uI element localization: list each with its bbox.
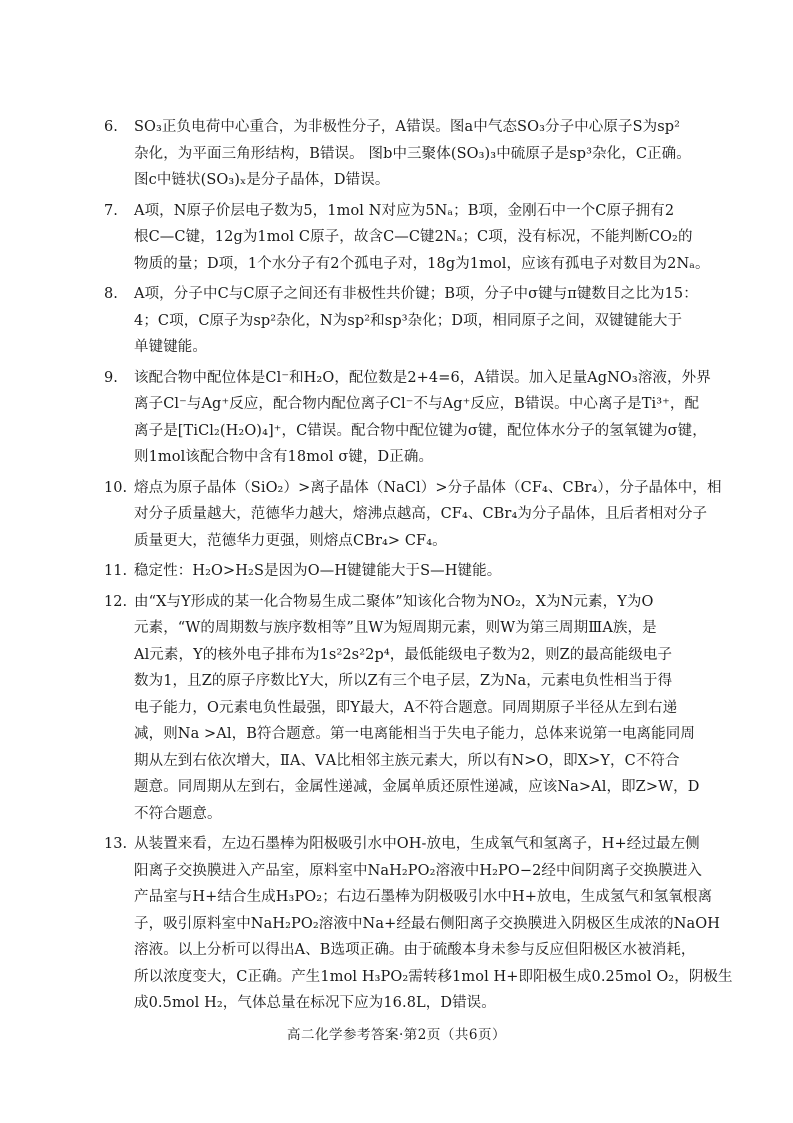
answer-line: 根C—C键，12g为1mol C原子，故含C—C键2Nₐ；C项，没有标况，不能判断CO₂的 [134, 229, 693, 245]
answer-number: 10. [104, 479, 128, 496]
answer-line: 阳离子交换膜进入产品室，原料室中NaH₂PO₂溶液中H₂PO−2经中间阴离子交换膜进入 [134, 862, 703, 879]
answer-line: 离子Cl⁻与Ag⁺反应，配合物内配位离子Cl⁻不与Ag⁺反应，B错误。中心离子是Ti³⁺，配 [134, 396, 700, 412]
answer-line: Al元素，Y的核外电子排布为1s²2s²2p⁴，最低能级电子数为2，则Z的最高能级电子 [134, 646, 673, 663]
answer-line: 质量更大，范德华力更强，则熔点CBr₄> CF₄。 [134, 532, 447, 549]
answer-number: 9. [104, 369, 118, 386]
answer-number: 7. [104, 202, 118, 219]
answer-line: 所以浓度变大，C正确。产生1mol H₃PO₂需转移1mol H+即阳极生成0.25mol O₂，阴极生 [134, 968, 733, 985]
answer-item [104, 365, 711, 471]
page-footer: 高二化学参考答案·第2页（共6页） [287, 1027, 506, 1043]
answer-line: 从装置来看，左边石墨棒为阳极吸引水中OH-放电，生成氧气和氢离子，H+经过最左侧 [134, 836, 700, 852]
answer-line: 子，吸引原料室中NaH₂PO₂溶液中Na+经最右侧阳离子交换膜进入阴极区生成浓的NaOH [134, 915, 720, 932]
answer-line: SO₃正负电荷中心重合，为非极性分子，A错误。图a中气态SO₃分子中心原子S为sp² [134, 119, 681, 135]
answer-line: 由“X与Y形成的某一化合物易生成二聚体”知该化合物为NO₂，X为N元素，Y为O [134, 593, 654, 610]
answer-line: 数为1，且Z的原子序数比Y大，所以Z有三个电子层，Z为Na，元素电负性相当于得 [134, 673, 673, 689]
answer-text [134, 198, 710, 278]
answer-item [104, 589, 700, 828]
answer-line: 成0.5mol H₂，气体总量在标况下应为16.8L，D错误。 [134, 995, 496, 1011]
answer-item [104, 558, 664, 585]
answer-line: 则1mol该配合物中含有18mol σ键，D正确。 [134, 449, 434, 465]
answer-list [104, 114, 733, 1021]
answer-line: 熔点为原子晶体（SiO₂）>离子晶体（NaCl）>分子晶体（CF₄、CBr₄），分子晶体中，相 [134, 479, 722, 496]
answer-item [104, 475, 722, 555]
answer-line: 单键键能。 [134, 339, 207, 355]
answer-line: 杂化，为平面三角形结构，B错误。 图b中三聚体(SO₃)₃中硫原子是sp³杂化，C正确。 [134, 145, 691, 162]
answer-line: 不符合题意。 [134, 805, 222, 822]
answer-line: 对分子质量越大，范德华力越大，熔沸点越高，CF₄、CBr₄为分子晶体，且后者相对分子 [134, 506, 708, 522]
answer-item [104, 831, 733, 1017]
answer-line: 图c中链状(SO₃)ₓ是分子晶体，D错误。 [134, 172, 390, 188]
answer-text [134, 475, 722, 555]
answer-line: 离子是[TiCl₂(H₂O)₄]⁺，C错误。配合物中配位键为σ键，配位体水分子的氢氧键为σ键， [134, 422, 707, 439]
answer-number: 6. [104, 119, 118, 135]
answer-number: 13. [104, 836, 128, 852]
answer-line: 题意。同周期从左到右，金属性递减，金属单质还原性递减，应该Na>Al，即Z>W，D [134, 779, 700, 795]
answer-line: 减，则Na >Al，B符合题意。第一电离能相当于失电子能力，总体来说第一电离能同周 [134, 726, 695, 742]
answer-item [104, 114, 691, 194]
answer-number: 8. [104, 286, 118, 302]
answer-text [134, 589, 699, 828]
answer-line: 产品室与H+结合生成H₃PO₂；右边石墨棒为阴极吸引水中H+放电，生成氢气和氢氧根离 [134, 889, 713, 905]
answer-line: 期从左到右依次增大，ⅡA、ⅤA比相邻主族元素大，所以有N>O，即X>Y，C不符合 [134, 752, 680, 769]
answer-text [134, 558, 664, 585]
answer-number: 12. [104, 593, 128, 610]
answer-line: 元素，“W的周期数与族序数相等”且W为短周期元素，则W为第三周期ⅢA族，是 [134, 620, 657, 636]
answer-line: 溶液。以上分析可以得出A、B选项正确。由于硫酸本身未参与反应但阳极区水被消耗， [134, 942, 696, 958]
answer-line: A项，N原子价层电子数为5，1mol N对应为5Nₐ；B项，金刚石中一个C原子拥有2 [134, 202, 675, 219]
answer-item [104, 281, 698, 361]
answer-text [134, 365, 711, 471]
answer-line: A项，分子中C与C原子之间还有非极性共价键；B项，分子中σ键与π键数目之比为15： [134, 286, 698, 302]
answer-line: 该配合物中配位体是Cl⁻和H₂O，配位数是2+4=6，A错误。加入足量AgNO₃溶液，外界 [134, 369, 711, 386]
answer-line: 物质的量；D项，1个水分子有2个孤电子对，18g为1mol，应该有孤电子对数目为2Nₐ。 [134, 255, 710, 272]
answer-line: 电子能力，O元素电负性最强，即Y最大，A不符合题意。同周期原子半径从左到右递 [134, 699, 678, 716]
answer-text [134, 281, 698, 361]
answer-item [104, 198, 710, 278]
answer-text [134, 831, 733, 1017]
answer-number: 11. [104, 563, 128, 579]
answer-line: 4；C项，C原子为sp²杂化，N为sp²和sp³杂化；D项，相同原子之间，双键键能大于 [134, 312, 683, 329]
answer-text [134, 114, 691, 194]
answer-line: 稳定性：H₂O>H₂S是因为O—H键键能大于S—H键能。 [134, 563, 502, 579]
